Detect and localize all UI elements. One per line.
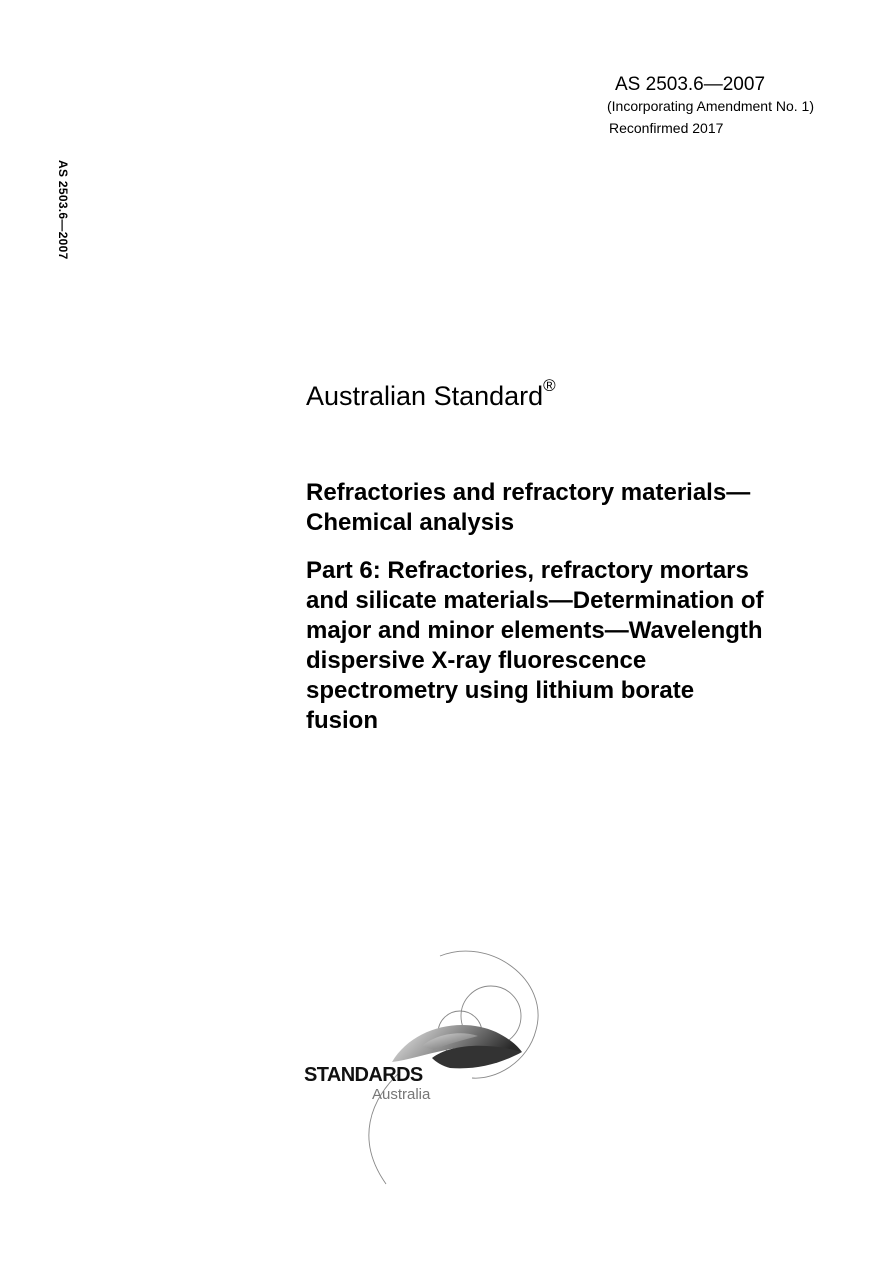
part-title-line: spectrometry using lithium borate <box>306 677 695 704</box>
registered-mark: ® <box>543 376 556 395</box>
logo-wordmark: STANDARDS <box>304 1064 423 1086</box>
main-title <box>306 478 866 538</box>
spine-label: AS 2503.6—2007 <box>56 160 70 260</box>
standard-name: Australian Standard <box>306 381 544 411</box>
standard-heading <box>306 376 556 412</box>
part-title-line: Part 6: Refractories, refractory mortars <box>306 557 749 584</box>
document-number: AS 2503.6—2007 <box>615 74 766 95</box>
part-title-line: and silicate materials—Determination of <box>306 587 764 614</box>
title-block <box>306 478 866 736</box>
amendment-note: (Incorporating Amendment No. 1) <box>607 98 814 114</box>
part-title-line: dispersive X-ray fluorescence <box>306 647 647 674</box>
part-title <box>306 556 866 736</box>
logo-subtext: Australia <box>372 1086 431 1103</box>
part-title-line: major and minor elements—Wavelength <box>306 617 763 644</box>
main-title-line-2: Chemical analysis <box>306 509 515 536</box>
spine-label-wrapper <box>50 160 70 280</box>
reconfirmed-note: Reconfirmed 2017 <box>609 120 724 136</box>
main-title-line-1: Refractories and refractory materials— <box>306 479 751 506</box>
standards-australia-logo <box>300 940 560 1190</box>
part-title-line: fusion <box>306 707 378 734</box>
